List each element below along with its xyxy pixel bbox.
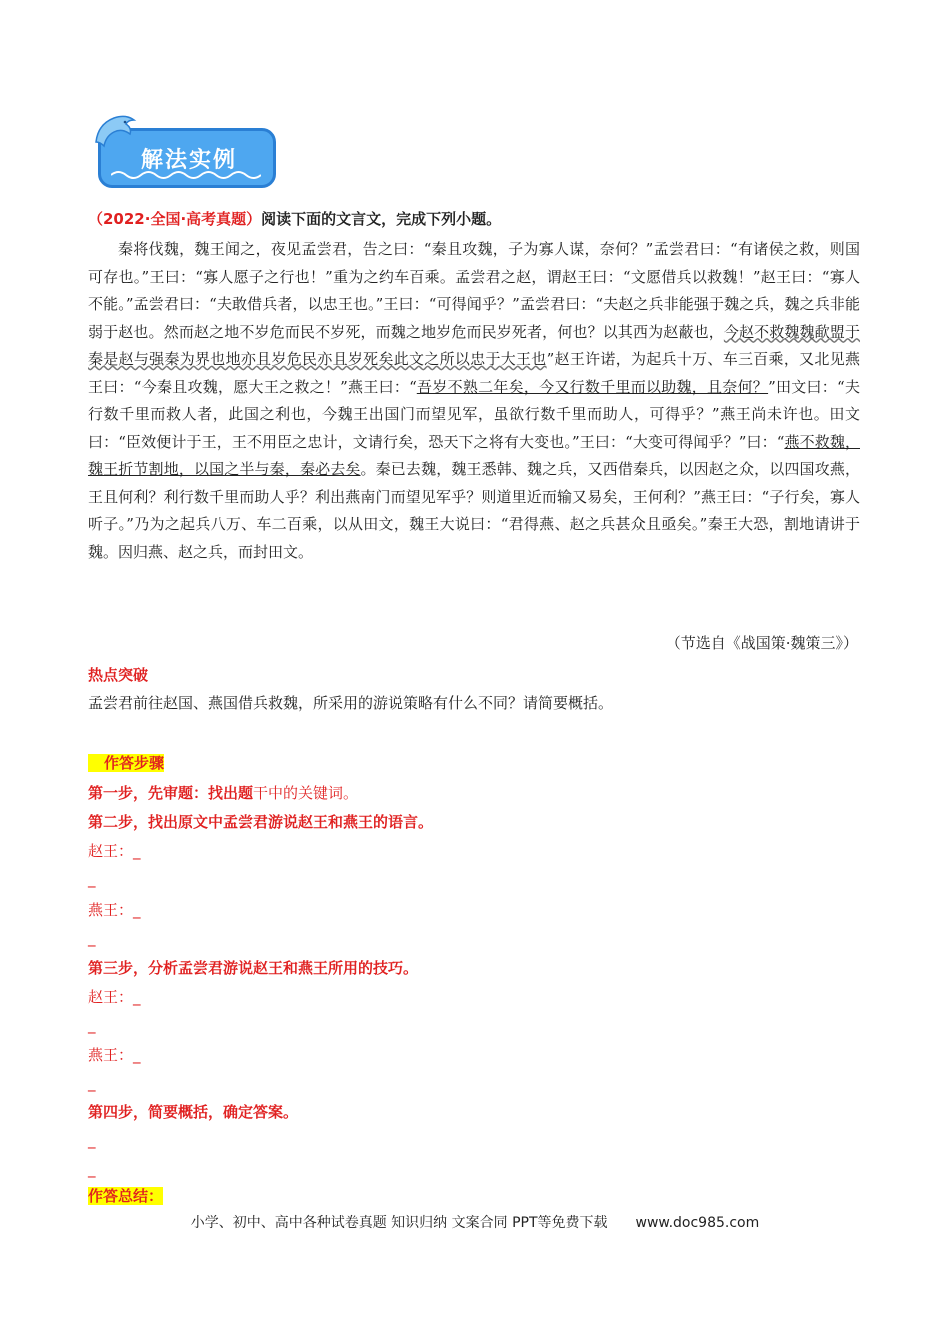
classical-chinese-passage: [88, 236, 860, 566]
passage-underlined-2: 燕不救魏，魏王折节割地，以国之半与秦，秦必去矣: [88, 432, 860, 478]
passage-source-note: （节选自《战国策·魏策三》）: [665, 634, 858, 652]
passage-text-d: 。秦已去魏，魏王悉韩、魏之兵，又西借秦兵，以因赵之众，以四国攻燕，王且何利？利行数千里而助人乎？利出燕南门而望见军乎？则道里近而输又易矣，王何利？”燕王曰：“子行矣，寡人听子。”乃为之起兵八万、车二百乘，以从田文，魏王大说曰：“君得燕、赵之兵甚众且亟矣。”秦王大恐，割地请讲于魏。因归燕、赵之兵，而封田文。: [88, 460, 860, 561]
step-1-rest: 干中的关键词。: [253, 784, 359, 802]
step-3-yan-blank: _: [88, 1074, 96, 1092]
passage-underlined-1: 吾岁不熟二年矣，今又行数千里而以助魏，且奈何？: [416, 377, 769, 396]
passage-paragraph: [88, 236, 860, 566]
step-2-zhao-label: 赵王：_: [88, 842, 141, 860]
step-4-blank-2: _: [88, 1160, 96, 1178]
step-2-zhao-blank: _: [88, 870, 96, 888]
wave-decoration-icon: [111, 169, 261, 181]
passage-text-a: 秦将伐魏，魏王闻之，夜见孟尝君，告之曰：“秦且攻魏，子为寡人谋，奈何？”孟尝君曰：“有诸侯之救，则国可存也。”王曰：“寡人愿子之行也！”重为之约车百乘。孟尝君之赵，谓赵王曰：“文愿借兵以救魏！”赵王曰：“寡人不能。”孟尝君曰：“夫敢借兵者，以忠王也。”王曰：“可得闻乎？”孟尝君曰：“夫赵之兵非能强于魏之兵，魏之兵非能弱于赵也。然而赵之地不岁危而民不岁死，而魏之地岁危而民岁死者，何也？以其西为赵蔽也，: [88, 240, 860, 341]
dolphin-icon: [92, 112, 138, 152]
step-2-yan-label: 燕王：_: [88, 901, 141, 919]
step-3-zhao-label: 赵王：_: [88, 988, 141, 1006]
hot-point-heading: 热点突破: [88, 666, 149, 684]
step-2: 第二步，找出原文中孟尝君游说赵王和燕王的语言。: [88, 813, 434, 831]
steps-heading-text: 作答步骤: [88, 754, 164, 772]
answer-summary-text: 作答总结：: [88, 1187, 164, 1205]
lead-instruction: 阅读下面的文言文，完成下列小题。: [261, 210, 502, 228]
question-text: 孟尝君前往赵国、燕国借兵救魏，所采用的游说策略有什么不同？请简要概括。: [88, 694, 614, 712]
step-4: 第四步，简要概括，确定答案。: [88, 1103, 299, 1121]
passage-wavy-segment: 今赵不救魏魏歃盟于秦是赵与强秦为界也地亦且岁危民亦且岁死矣此文之所以忠于大王也: [88, 322, 860, 368]
answer-summary: [88, 1185, 163, 1206]
page-footer: [0, 1212, 950, 1232]
step-3-zhao-blank: _: [88, 1016, 96, 1034]
step-3: 第三步，分析孟尝君游说赵王和燕王所用的技巧。: [88, 959, 419, 977]
steps-heading: [88, 752, 164, 773]
footer-text: 小学、初中、高中各种试卷真题 知识归纳 文案合同 PPT等免费下载: [190, 1215, 608, 1231]
step-1-bold: 第一步，先审题：找出题: [88, 784, 254, 802]
step-2-yan-blank: _: [88, 929, 96, 947]
passage-text-c: ”田文曰：“夫行数千里而救人者，此国之利也，今魏王出国门而望见军，虽欲行数千里而助人，可得乎？”燕王尚未许也。田文曰：“臣效便计于王，王不用臣之忠计，文请行矣，恐天下之将有大变也。”王曰：“大变可得闻乎？”曰：“: [88, 377, 860, 451]
passage-text-b: ”赵王许诺，为起兵十万、车三百乘，又北见燕王曰：“今秦且攻魏，愿大王之救之！”燕王曰：“: [88, 350, 860, 396]
question-lead: [88, 208, 501, 229]
banner-title: 解法实例: [141, 148, 238, 173]
exam-source: （2022·全国·高考真题）: [88, 210, 262, 228]
footer-url[interactable]: www.doc985.com: [635, 1215, 760, 1231]
step-4-blank-1: _: [88, 1131, 96, 1149]
step-3-yan-label: 燕王：_: [88, 1046, 141, 1064]
step-1: [88, 782, 358, 803]
